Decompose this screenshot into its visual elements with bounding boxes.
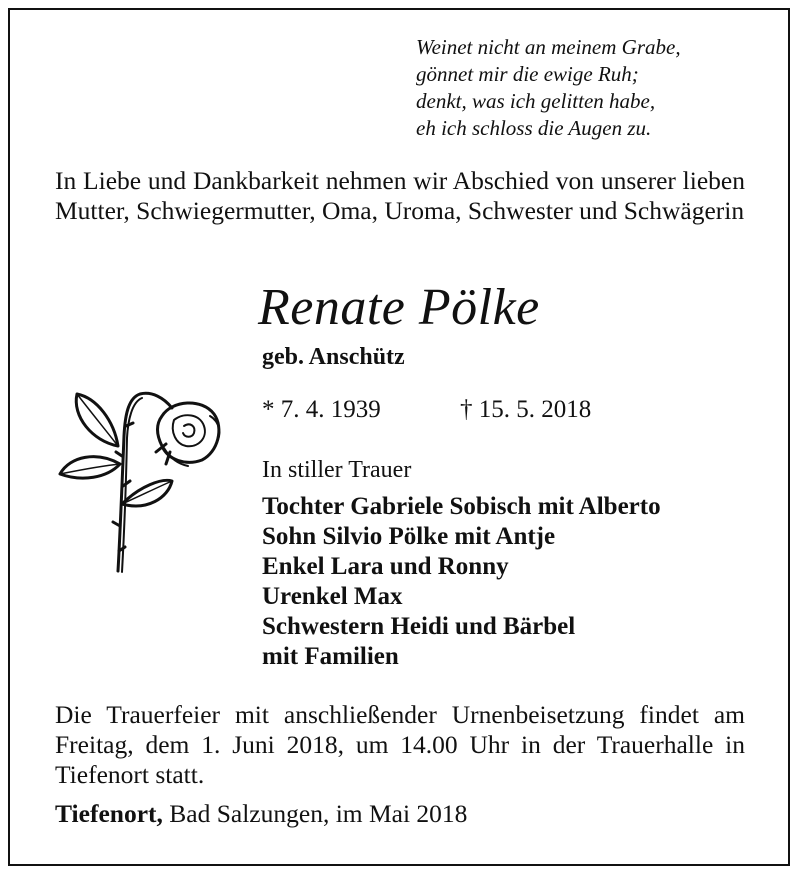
- list-item: Tochter Gabriele Sobisch mit Alberto: [262, 493, 661, 520]
- list-item: Sohn Silvio Pölke mit Antje: [262, 523, 556, 550]
- deceased-name: Renate Pölke: [258, 279, 540, 336]
- death-date: † 15. 5. 2018: [460, 396, 592, 423]
- place-rest: Bad Salzungen, im Mai 2018: [162, 799, 468, 828]
- list-item: mit Familien: [262, 643, 399, 670]
- poem-line: eh ich schloss die Augen zu.: [416, 116, 652, 140]
- intro-text: In Liebe und Dankbarkeit nehmen wir Abschied von unserer lieben Mutter, Schwiegermutter, Oma, Uroma, Schwester und Schwägerin: [55, 166, 745, 225]
- list-item: Schwestern Heidi und Bärbel: [262, 613, 576, 640]
- list-item: Enkel Lara und Ronny: [262, 553, 509, 580]
- place-date: [55, 799, 467, 829]
- mourning-heading: In stiller Trauer: [262, 457, 412, 483]
- poem-line: denkt, was ich gelitten habe,: [416, 89, 656, 113]
- list-item: Urenkel Max: [262, 583, 403, 610]
- family-list: [262, 492, 661, 672]
- ceremony-text: Die Trauerfeier mit anschließender Urnenbeisetzung findet am Freitag, dem 1. Juni 2018, um 14.00 Uhr in der Trauerhalle in Tiefenort statt.: [55, 700, 745, 789]
- poem: [416, 34, 681, 142]
- poem-line: gönnet mir die ewige Ruh;: [416, 62, 639, 86]
- place-town: Tiefenort,: [55, 799, 163, 828]
- life-dates: [262, 395, 592, 425]
- maiden-name: geb. Anschütz: [262, 344, 405, 370]
- birth-date: * 7. 4. 1939: [262, 396, 381, 423]
- poem-line: Weinet nicht an meinem Grabe,: [416, 35, 681, 59]
- rose-icon: [52, 386, 228, 576]
